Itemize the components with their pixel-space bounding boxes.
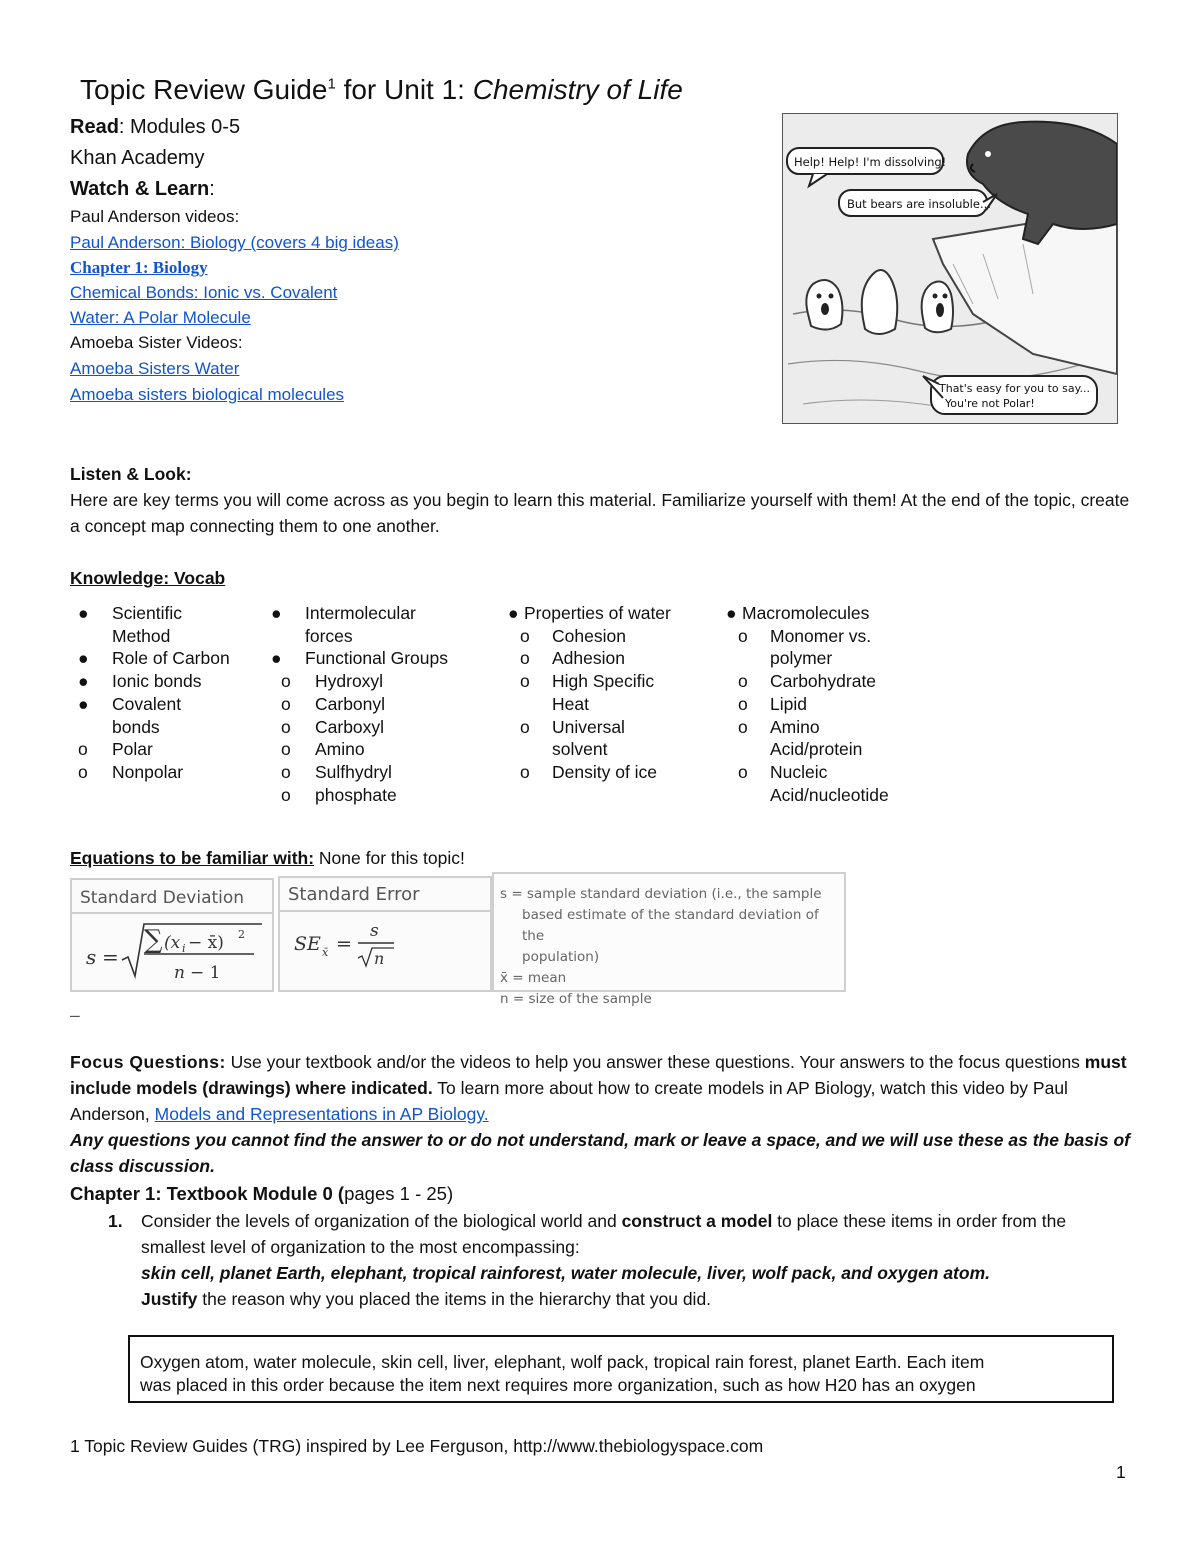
chapter-heading: Chapter 1: Textbook Module 0 (pages 1 - 25) xyxy=(70,1183,454,1204)
vocab-item: o Carbohydrate xyxy=(738,671,877,692)
vocab-item: o Universal solvent xyxy=(520,716,625,760)
vocab-item: o Amino Acid/protein xyxy=(738,716,863,760)
legend-line: x̄ = mean xyxy=(500,970,567,986)
svg-text:SE: SE xyxy=(294,933,321,955)
svg-text:(x: (x xyxy=(164,933,181,953)
vocab-item: o Hydroxyl xyxy=(281,671,384,692)
std-err-title: Standard Error xyxy=(288,884,420,905)
vocab-item: o Adhesion xyxy=(520,648,625,669)
focus-questions-paragraph: Focus Questions: Use your textbook and/or the videos to help you answer these questions. Your answers to the focus questions must include models (drawings) where indicated. To learn more about how to create models in AP Biology, watch this video by Paul Anderson, Models and Representations in AP Biology. xyxy=(70,1052,1127,1124)
comic-bubble-3-line1: That's easy for you to say... xyxy=(939,382,1091,395)
read-line: Read: Modules 0-5 xyxy=(70,116,241,138)
answer-box[interactable] xyxy=(128,1335,1114,1403)
vocab-column-3 xyxy=(508,602,718,784)
svg-text:=: = xyxy=(102,945,119,969)
vocab-item: o Carboxyl xyxy=(281,716,385,737)
water-polar-link[interactable]: Water: A Polar Molecule xyxy=(70,308,251,327)
comic-bubble-3-line2: You're not Polar! xyxy=(945,397,1035,410)
legend-line: based estimate of the standard deviation of the xyxy=(522,907,819,944)
page-title: Topic Review Guide$^1$ for Unit 1: Chemistry of Life xyxy=(80,74,683,105)
svg-text:n: n xyxy=(374,949,385,968)
footnote: 1 Topic Review Guides (TRG) inspired by Lee Ferguson, http://www.thebiologyspace.com xyxy=(70,1436,764,1456)
listen-look-heading: Listen & Look: xyxy=(70,464,192,484)
svg-text:=: = xyxy=(336,933,352,955)
svg-text:− x̄): − x̄) xyxy=(188,933,224,953)
std-dev-formula xyxy=(78,920,268,986)
question-number: 1. xyxy=(108,1211,123,1231)
svg-text:x̄: x̄ xyxy=(322,946,329,959)
focus-italic-note: Any questions you cannot find the answer to or do not understand, mark or leave a space, and we will use these as the basis of class discussion. xyxy=(70,1130,1130,1176)
vocab-item: o Polar xyxy=(78,739,153,760)
models-representations-link[interactable]: Models and Representations in AP Biology. xyxy=(154,1104,489,1124)
vocab-item: ● Functional Groups xyxy=(271,648,448,669)
svg-text:2: 2 xyxy=(238,928,245,941)
listen-look-body: Here are key terms you will come across as you begin to learn this material. Familiarize yourself with them! At the end of the topic, create a concept map connecting them to one another. xyxy=(70,490,1130,536)
footnote-mark: 1 xyxy=(327,75,336,93)
std-err-box xyxy=(278,876,492,992)
answer-line: Oxygen atom, water molecule, skin cell, liver, elephant, wolf pack, tropical rain forest, planet Earth. Each item xyxy=(140,1352,985,1372)
vocab-item: o Sulfhydryl xyxy=(281,761,392,782)
vocab-item: o Cohesion xyxy=(520,625,626,646)
vocab-column-1 xyxy=(70,602,260,784)
vocab-item: ● Properties of water xyxy=(508,603,671,623)
title-italic: Chemistry of Life xyxy=(472,74,683,105)
svg-text:i: i xyxy=(182,942,186,955)
svg-text:n: n xyxy=(174,963,185,983)
vocab-item: o Lipid xyxy=(738,693,807,714)
vocab-item: o Carbonyl xyxy=(281,693,386,714)
question-1: Consider the levels of organization of the biological world and construct a model to place these items in order from the smallest level of organization to the most encompassing: skin cell, planet Earth, elephant, tropical rainforest, water molecule, liver, wolf pack, and oxygen atom. Justify the reason why you placed the items in the hierarchy that you did. xyxy=(141,1211,1067,1309)
vocab-item: ● Intermolecular forces xyxy=(271,603,416,646)
svg-text:s: s xyxy=(86,945,97,969)
equations-panel xyxy=(70,872,846,1007)
std-dev-title: Standard Deviation xyxy=(80,888,245,908)
vocab-column-4 xyxy=(726,602,926,806)
vocab-column-2 xyxy=(263,602,493,806)
comic-bubble-1: Help! Help! I'm dissolving! xyxy=(794,155,947,169)
equation-legend xyxy=(492,872,846,1007)
paul-anderson-biology-link[interactable]: Paul Anderson: Biology (covers 4 big ideas) xyxy=(70,233,399,252)
svg-text:s: s xyxy=(370,921,379,941)
vocab-item: ● Covalent bonds xyxy=(78,693,182,737)
khan-academy-line: Khan Academy xyxy=(70,147,205,169)
equations-heading: Equations to be familiar with: None for this topic! xyxy=(70,848,465,868)
watch-learn-line: Watch & Learn: xyxy=(70,178,215,200)
amoeba-water-link[interactable]: Amoeba Sisters Water xyxy=(70,359,240,378)
amoeba-label: Amoeba Sister Videos: xyxy=(70,333,243,352)
svg-text:∑: ∑ xyxy=(144,925,163,955)
legend-line: s = sample standard deviation (i.e., the sample xyxy=(500,886,822,902)
vocab-item: ● Ionic bonds xyxy=(78,671,202,692)
separator-dash: – xyxy=(70,1005,80,1025)
vocab-item: ● Role of Carbon xyxy=(78,648,230,669)
vocab-item: o High Specific Heat xyxy=(520,671,655,714)
paul-videos-label: Paul Anderson videos: xyxy=(70,207,240,226)
comic-bubble-2: But bears are insoluble... xyxy=(847,197,991,211)
vocab-item: ● Macromolecules xyxy=(726,603,870,623)
polar-bear-comic xyxy=(782,113,1118,424)
amoeba-molecules-link[interactable]: Amoeba sisters biological molecules xyxy=(70,385,345,404)
vocab-item: o Density of ice xyxy=(520,761,658,782)
vocab-item: ● Scientific Method xyxy=(78,603,183,646)
vocab-heading: Knowledge: Vocab xyxy=(70,568,226,588)
chapter1-biology-link[interactable]: Chapter 1: Biology xyxy=(70,258,208,277)
legend-line: n = size of the sample xyxy=(500,991,652,1007)
comic-drawing xyxy=(783,114,1117,423)
legend-line: population) xyxy=(522,949,600,965)
question-items: skin cell, planet Earth, elephant, tropical rainforest, water molecule, liver, wolf pack, and oxygen atom. xyxy=(141,1263,990,1283)
vocab-item: o phosphate xyxy=(281,784,397,805)
page-number: 1 xyxy=(1116,1462,1126,1482)
chemical-bonds-link[interactable]: Chemical Bonds: Ionic vs. Covalent xyxy=(70,283,338,302)
vocab-item: o Nucleic Acid/nucleotide xyxy=(738,761,889,805)
std-err-formula xyxy=(290,914,480,984)
vocab-item: o Nonpolar xyxy=(78,761,184,782)
vocab-item: o Monomer vs. polymer xyxy=(738,625,872,669)
answer-line: was placed in this order because the item next requires more organization, such as how H20 has an oxygen xyxy=(140,1375,976,1395)
svg-text:− 1: − 1 xyxy=(190,963,221,983)
std-dev-box xyxy=(70,878,274,992)
vocab-item: o Amino xyxy=(281,739,365,760)
